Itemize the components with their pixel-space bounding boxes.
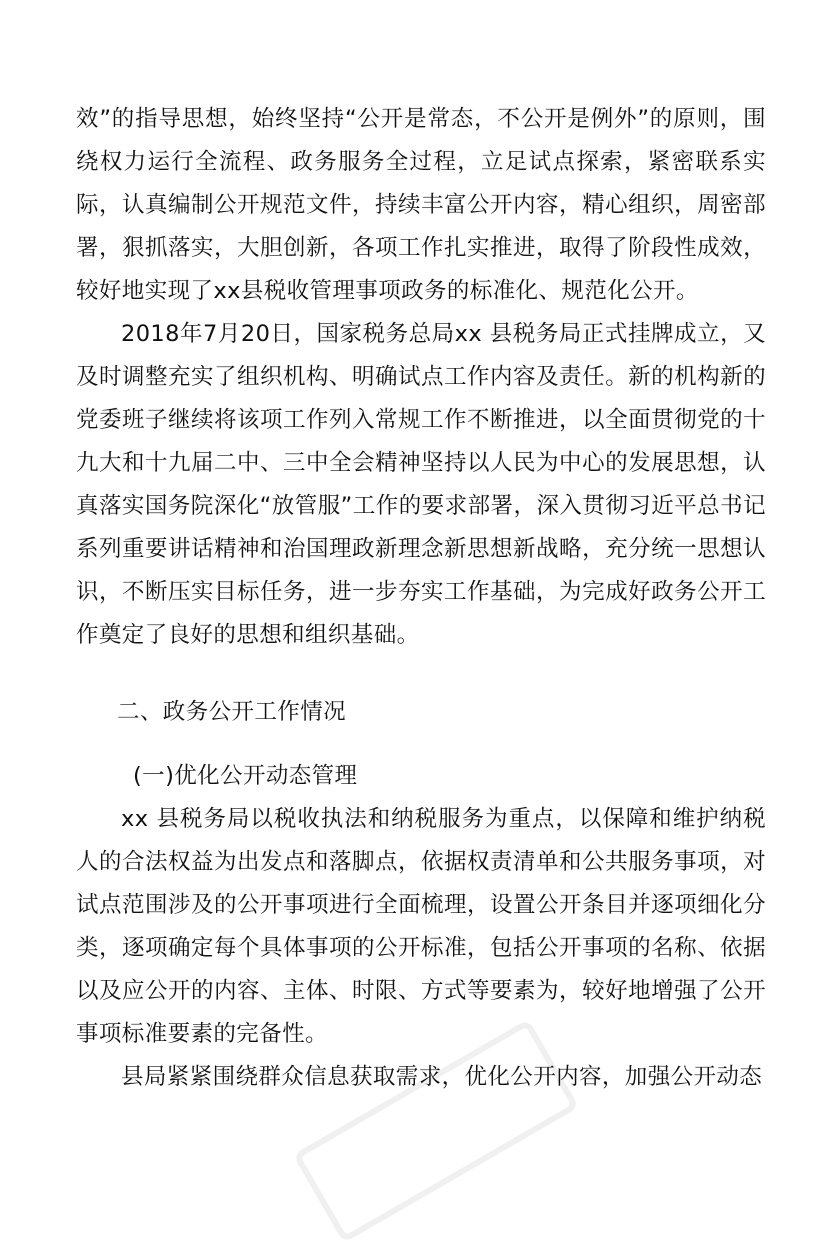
paragraph-county-bureau: 县局紧紧围绕群众信息获取需求，优化公开内容，加强公开动态 <box>121 1064 763 1090</box>
subsection-heading: (一)优化公开动态管理 <box>133 763 358 789</box>
paragraph-public-items: xx 县税务局以税收执法和纳税服务为重点，以保障和维护纳税人的合法权益为出发点和落脚点，依据权责清单和公共服务事项，对试点范围涉及的公开事项进行全面梳理，设置公开条目并逐项细化分类，逐项确定每个具体事项的公开标准，包括公开事项的名称、依据以及应公开的内容、主体、时限、方式等要素为，较好地增强了公开事项标准要素的完备性。 <box>76 806 766 1047</box>
paragraph-guiding-principle: 效”的指导思想，始终坚持“公开是常态，不公开是例外”的原则，围绕权力运行全流程、政务服务全过程，立足试点探索，紧密联系实际，认真编制公开规范文件，持续丰富公开内容，精心组织，周密部署，狠抓落实，大胆创新，各项工作扎实推进，取得了阶段性成效，较好地实现了xx县税收管理事项政务的标准化、规范化公开。 <box>76 106 766 304</box>
section-heading: 二、政务公开工作情况 <box>117 699 347 725</box>
paragraph-bureau-established: 2018年7月20日，国家税务总局xx 县税务局正式挂牌成立，又及时调整充实了组织机构、明确试点工作内容及责任。新的机构新的党委班子继续将该项工作列入常规工作不断推进，以全面贯彻党的十九大和十九届二中、三中全会精神坚持以人民为中心的发展思想，认真落实国务院深化“放管服”工作的要求部署，深入贯彻习近平总书记系列重要讲话精神和治国理政新理念新思想新战略，充分统一思想认识，不断压实目标任务，进一步夯实工作基础，为完成好政务公开工作奠定了良好的思想和组织基础。 <box>76 321 766 648</box>
